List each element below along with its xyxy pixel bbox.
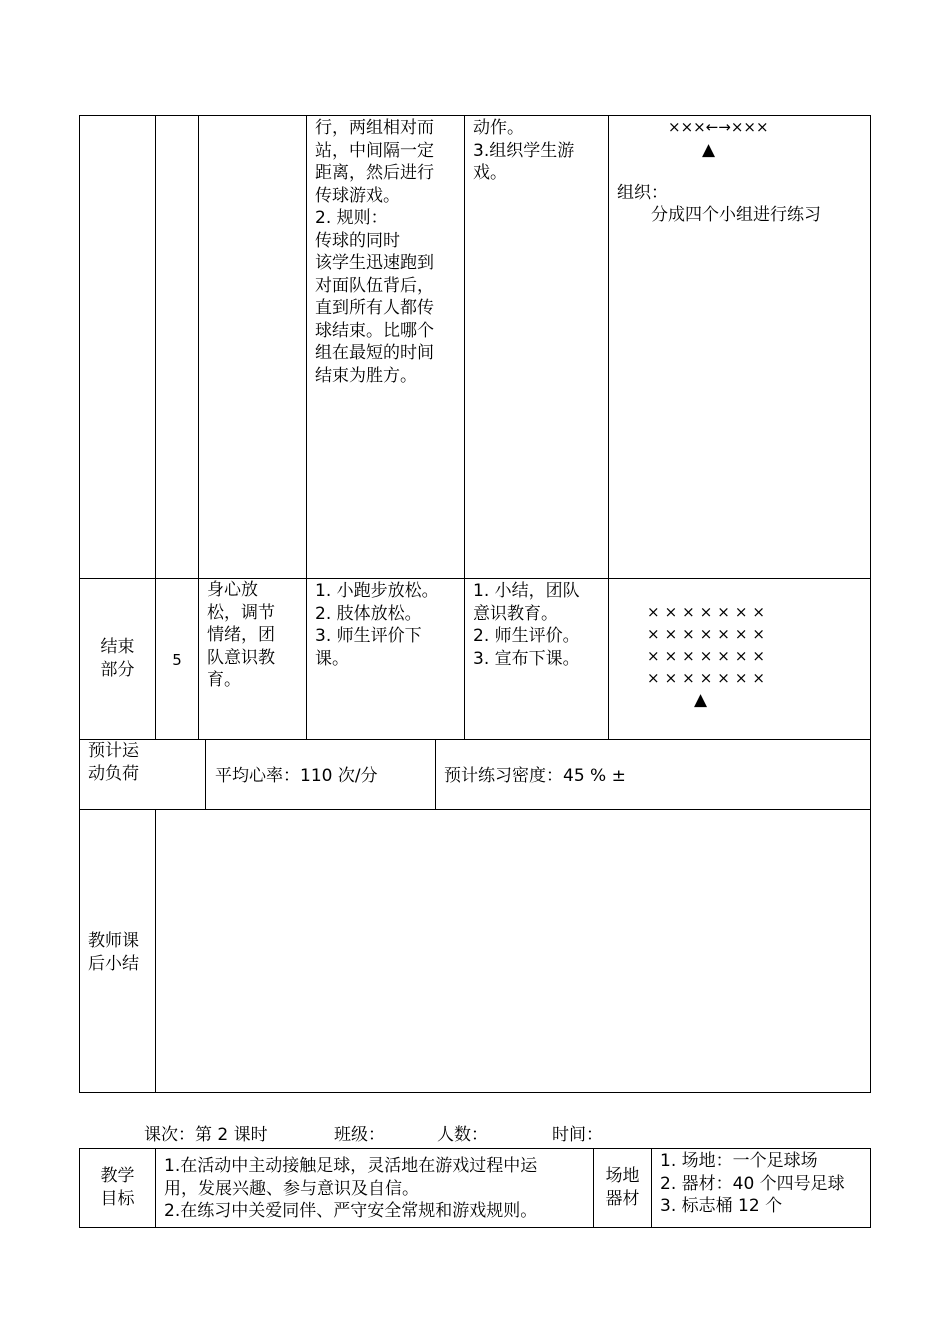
formation-row: ××××××× <box>647 669 770 687</box>
formation-row: ××××××× <box>647 647 770 665</box>
lesson-number: 课次：第 2 课时 <box>144 1125 268 1145</box>
teacher-position-icon: ▲ <box>694 690 708 710</box>
organization-text: 分成四个小组进行练习 <box>651 205 821 225</box>
teacher-summary-label: 教师课 后小结 <box>88 931 139 974</box>
time-field: 时间： <box>552 1125 603 1145</box>
continued-method-text: 动作。 3.组织学生游 戏。 <box>473 118 575 183</box>
formation-row: ××××××× <box>647 625 770 643</box>
average-heart-rate: 平均心率：110 次/分 <box>215 766 378 786</box>
ending-method: 1. 小结，团队 意识教育。 2. 师生评价。 3. 宣布下课。 <box>473 581 580 669</box>
organization-label: 组织： <box>617 183 668 203</box>
teacher-summary-content <box>165 820 865 1080</box>
passing-diagram-line: ×××←→××× <box>668 118 769 136</box>
ending-section-label: 结束 部分 <box>100 637 135 680</box>
continued-content-text: 行，两组相对而 站，中间隔一定 距离，然后进行 传球游戏。 2. 规则： 传球的同时 该学生迅速跑到 对面队伍背后， 直到所有人都传 球结束。比哪个 组在最短的时间 结束为胜方。 <box>315 118 434 386</box>
ending-time: 5 <box>172 651 182 669</box>
venue-equipment-text: 1. 场地：一个足球场 2. 器材：40 个四号足球 3. 标志桶 12 个 <box>660 1151 845 1216</box>
ending-goal: 身心放 松，调节 情绪，团 队意识教 育。 <box>207 580 275 690</box>
teaching-goals-label: 教学 目标 <box>100 1166 135 1209</box>
practice-density: 预计练习密度：45 % ± <box>444 766 626 786</box>
student-count-field: 人数： <box>437 1125 488 1145</box>
teacher-position-icon: ▲ <box>702 140 716 160</box>
ending-content: 1. 小跑步放松。 2. 肢体放松。 3. 师生评价下 课。 <box>315 581 439 669</box>
formation-row: ××××××× <box>647 603 770 621</box>
venue-equipment-label: 场地 器材 <box>605 1166 640 1209</box>
teaching-goals-text: 1.在活动中主动接触足球，灵活地在游戏过程中运 用，发展兴趣、参与意识及自信。 2.在练习中关爱同伴、严守安全常规和游戏规则。 <box>164 1156 538 1221</box>
exercise-load-label: 预计运 动负荷 <box>88 741 139 784</box>
class-field: 班级： <box>334 1125 385 1145</box>
